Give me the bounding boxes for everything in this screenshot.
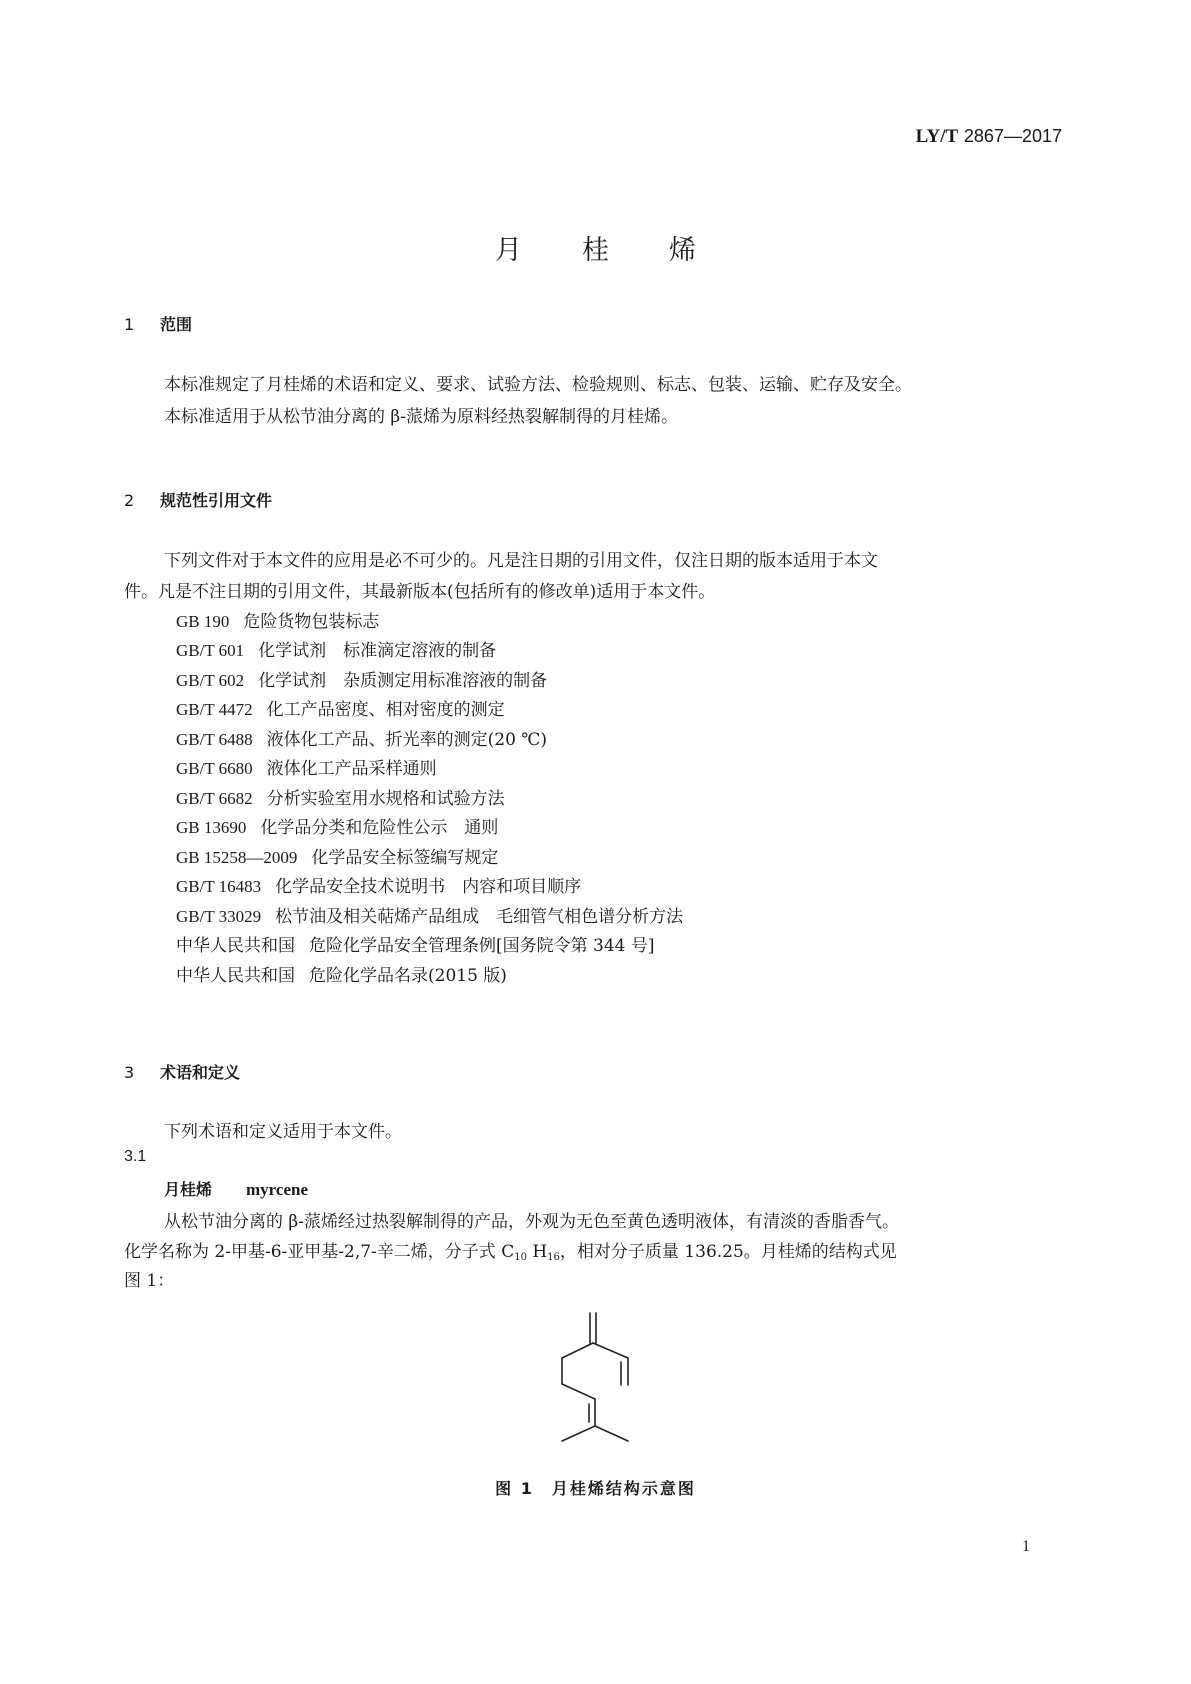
reference-item: GB/T 6680 液体化工产品采样通则 bbox=[176, 759, 437, 779]
section-2-heading: 2 规范性引用文件 bbox=[124, 491, 273, 510]
document-title: 月桂烯 bbox=[495, 235, 756, 266]
term-zh: 月桂烯 bbox=[164, 1180, 213, 1199]
figure-caption: 图 1 月桂烯结构示意图 bbox=[495, 1479, 696, 1498]
reference-item: 中华人民共和国 危险化学品安全管理条例[国务院令第 344 号] bbox=[176, 936, 655, 956]
term-definition-line-2: 化学名称为 2-甲基-6-亚甲基-2,7-辛二烯，分子式 $C_{10}$ $H_{16}$，相对分子质量 136.25。月桂烯的结构式见 bbox=[124, 1242, 897, 1263]
reference-item: GB/T 6488 液体化工产品、折光率的测定(20 ℃) bbox=[176, 730, 547, 750]
section-1-para-1: 本标准规定了月桂烯的术语和定义、要求、试验方法、检验规则、标志、包装、运输、贮存及安全。 bbox=[164, 375, 912, 395]
term-heading bbox=[164, 1177, 308, 1200]
myrcene-structure-icon bbox=[540, 1300, 650, 1460]
section-2-intro-line-1: 下列文件对于本文件的应用是必不可少的。凡是注日期的引用文件，仅注日期的版本适用于本文 bbox=[164, 551, 878, 571]
page-number: 1 bbox=[1022, 1538, 1030, 1555]
reference-item: GB 190 危险货物包装标志 bbox=[176, 612, 380, 632]
reference-item: GB/T 601 化学试剂 标准滴定溶液的制备 bbox=[176, 641, 497, 661]
reference-item: GB 13690 化学品分类和危险性公示 通则 bbox=[176, 818, 499, 838]
reference-item: GB/T 16483 化学品安全技术说明书 内容和项目顺序 bbox=[176, 877, 582, 897]
reference-item: GB/T 6682 分析实验室用水规格和试验方法 bbox=[176, 789, 505, 809]
reference-item: GB 15258—2009 化学品安全标签编写规定 bbox=[176, 848, 499, 868]
standard-year: 2867—2017 bbox=[963, 126, 1062, 146]
section-1-heading: 1 范围 bbox=[124, 315, 193, 334]
section-3-intro: 下列术语和定义适用于本文件。 bbox=[164, 1122, 402, 1142]
reference-item: 中华人民共和国 危险化学品名录(2015 版) bbox=[176, 966, 507, 986]
section-2-intro-line-2: 件。凡是不注日期的引用文件，其最新版本(包括所有的修改单)适用于本文件。 bbox=[124, 582, 716, 602]
standard-code: LY/T bbox=[915, 126, 959, 147]
standard-number bbox=[0, 126, 1062, 148]
term-number: 3.1 bbox=[124, 1148, 147, 1165]
reference-item: GB/T 602 化学试剂 杂质测定用标准溶液的制备 bbox=[176, 671, 548, 691]
term-definition-line-1: 从松节油分离的 β-蒎烯经过热裂解制得的产品，外观为无色至黄色透明液体，有清淡的香脂香气。 bbox=[164, 1212, 899, 1232]
section-1-para-2: 本标准适用于从松节油分离的 β-蒎烯为原料经热裂解制得的月桂烯。 bbox=[164, 407, 678, 427]
term-definition-line-3: 图 1： bbox=[124, 1271, 175, 1291]
section-3-heading: 3 术语和定义 bbox=[124, 1063, 241, 1082]
term-en: myrcene bbox=[246, 1180, 309, 1199]
reference-item: GB/T 4472 化工产品密度、相对密度的测定 bbox=[176, 700, 505, 720]
reference-item: GB/T 33029 松节油及相关萜烯产品组成 毛细管气相色谱分析方法 bbox=[176, 907, 684, 927]
